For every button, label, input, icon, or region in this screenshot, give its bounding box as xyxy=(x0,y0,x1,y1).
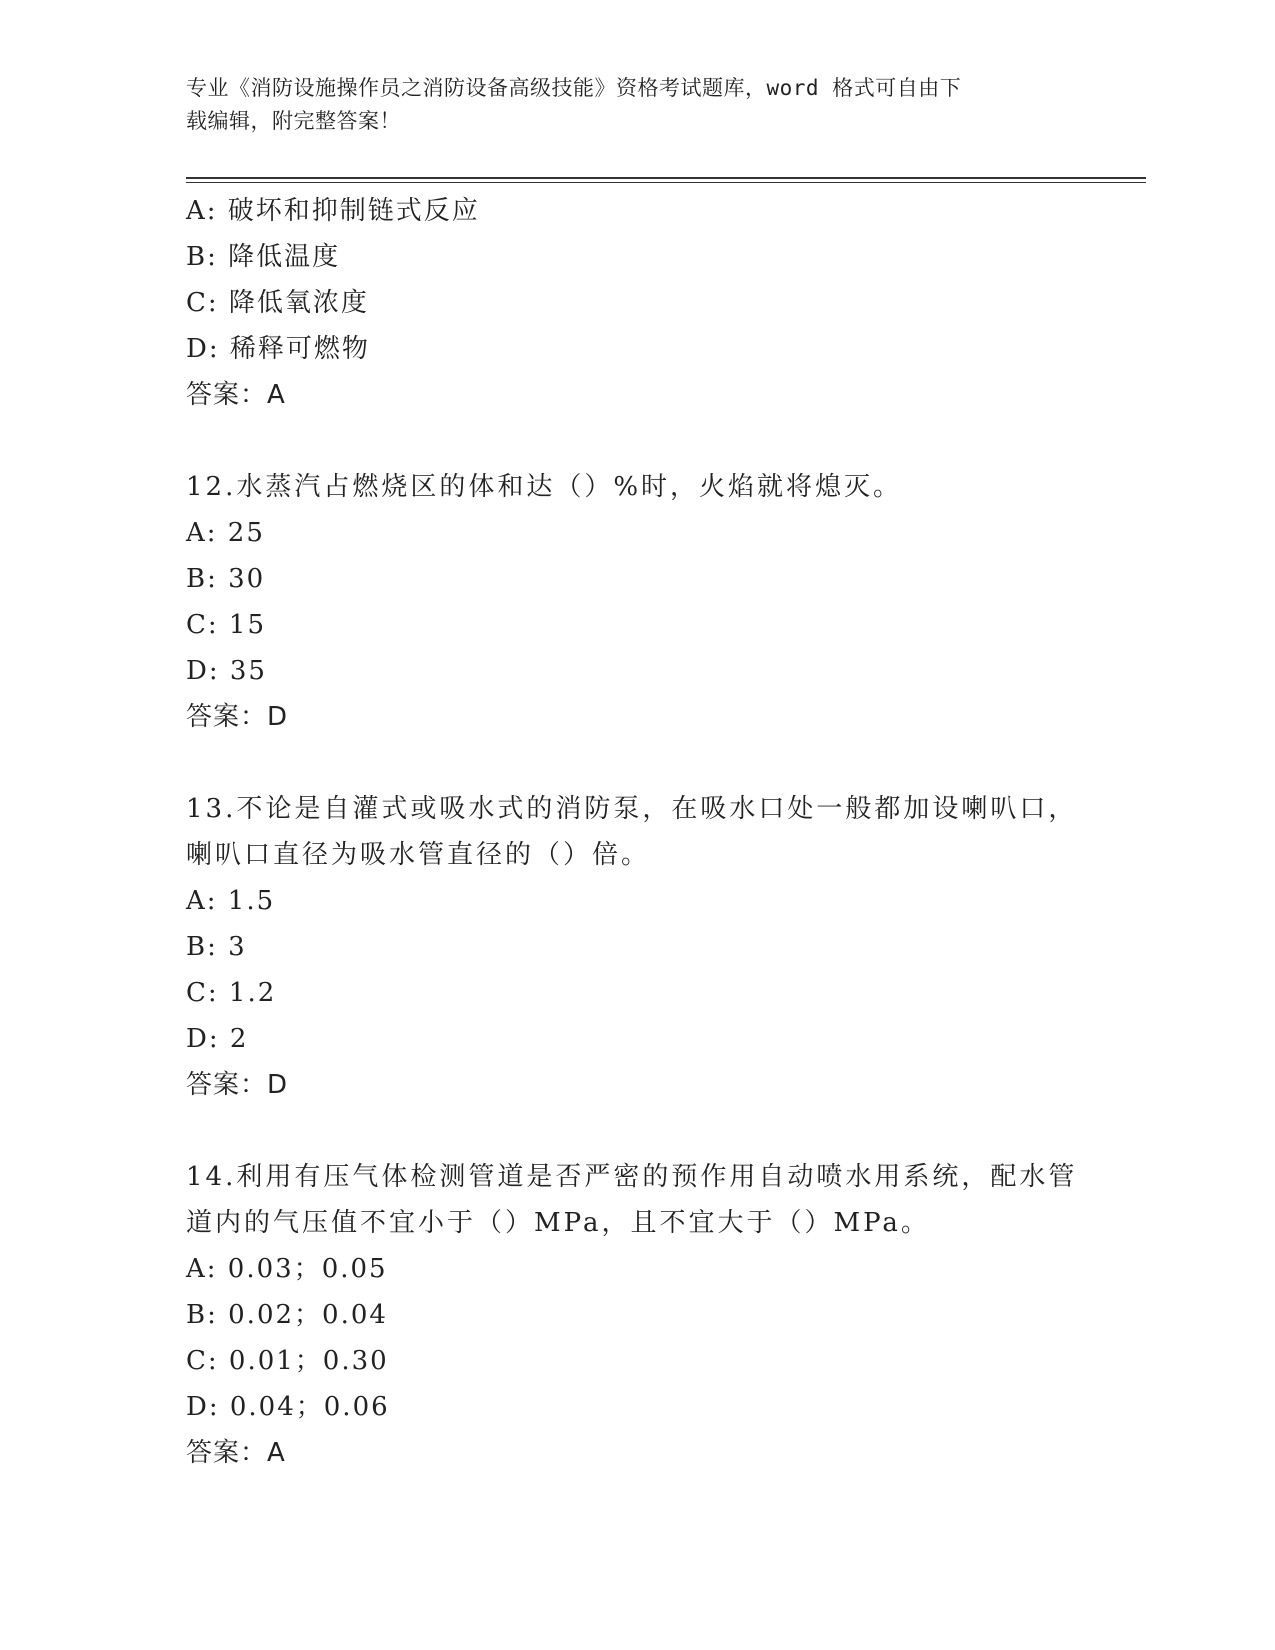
answer-line: 答案：D xyxy=(186,1070,289,1100)
option-d: D: 2 xyxy=(186,1024,249,1054)
option-c: C: 0.01；0.30 xyxy=(186,1346,389,1376)
option-b: B: 3 xyxy=(186,932,247,962)
option-c: C: 1.2 xyxy=(186,978,277,1008)
question-stem: 13.不论是自灌式或吸水式的消防泵，在吸水口处一般都加设喇叭口， xyxy=(186,794,1078,824)
question-13 xyxy=(186,786,1086,1108)
document-header xyxy=(186,72,1066,138)
option-a: A: 0.03；0.05 xyxy=(186,1254,388,1284)
answer-line: 答案：D xyxy=(186,702,289,732)
option-a: A: 1.5 xyxy=(186,886,276,916)
option-d: D: 稀释可燃物 xyxy=(186,334,370,364)
question-stem-continued: 喇叭口直径为吸水管直径的（）倍。 xyxy=(186,840,651,870)
option-b: B: 0.02；0.04 xyxy=(186,1300,388,1330)
option-b: B: 30 xyxy=(186,564,266,594)
option-c: C: 15 xyxy=(186,610,267,640)
option-a: A: 25 xyxy=(186,518,265,548)
question-11 xyxy=(186,188,1086,418)
header-divider-thin xyxy=(186,182,1146,183)
answer-line: 答案：A xyxy=(186,1438,286,1468)
question-stem: 12.水蒸汽占燃烧区的体和达（）%时，火焰就将熄灭。 xyxy=(186,472,903,502)
option-b: B: 降低温度 xyxy=(186,242,341,272)
question-12 xyxy=(186,464,1086,740)
option-c: C: 降低氧浓度 xyxy=(186,288,369,318)
header-line-1: 专业《消防设施操作员之消防设备高级技能》资格考试题库，word 格式可自由下 xyxy=(186,76,962,100)
option-d: D: 35 xyxy=(186,656,267,686)
answer-line: 答案：A xyxy=(186,380,286,410)
header-divider-thick xyxy=(186,177,1146,179)
question-stem-continued: 道内的气压值不宜小于（）MPa，且不宜大于（）MPa。 xyxy=(186,1208,930,1238)
question-14 xyxy=(186,1154,1086,1476)
header-line-2: 载编辑，附完整答案！ xyxy=(186,109,401,133)
option-d: D: 0.04；0.06 xyxy=(186,1392,390,1422)
question-stem: 14.利用有压气体检测管道是否严密的预作用自动喷水用系统，配水管 xyxy=(186,1162,1078,1192)
option-a: A: 破坏和抑制链式反应 xyxy=(186,196,480,226)
question-list xyxy=(186,188,1086,1476)
